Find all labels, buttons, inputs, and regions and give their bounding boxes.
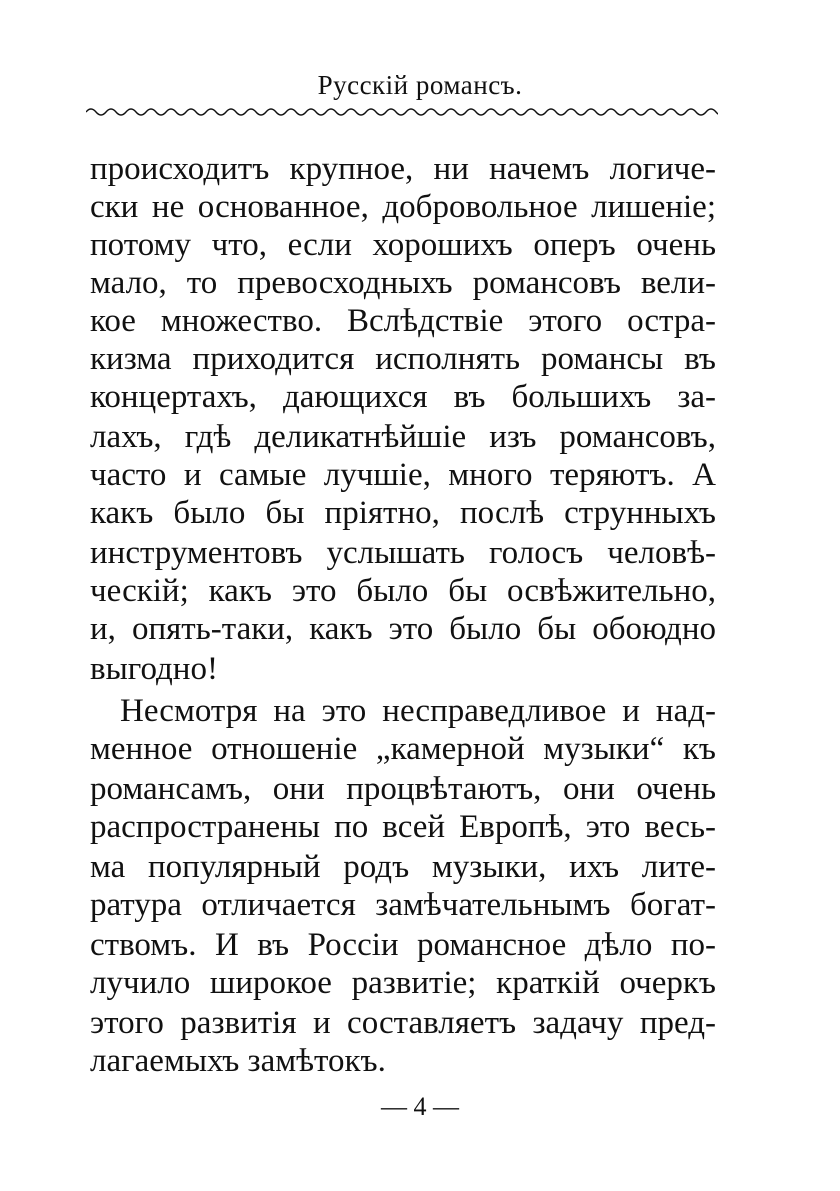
running-header: Русскій романсъ.	[317, 70, 523, 100]
text-line: и, опять-таки, какъ это было бы обоюдно	[90, 611, 716, 647]
text-line: выгодно!	[90, 651, 218, 687]
text-line: ратура отличается замѣчательнымъ богат-	[90, 887, 716, 923]
text-line: романсамъ, они процвѣтаютъ, они очень	[90, 771, 716, 807]
text-line: какъ было бы пріятно, послѣ струнныхъ	[90, 495, 716, 531]
text-line: часто и самые лучшіе, много теряютъ. А	[90, 457, 716, 493]
text-line: лахъ, гдѣ деликатнѣйшіе изъ романсовъ,	[90, 419, 716, 455]
text-line: мало, то превосходныхъ романсовъ вели-	[90, 265, 716, 301]
text-line: кизма приходится исполнять романсы въ	[90, 341, 716, 377]
text-line: потому что, если хорошихъ оперъ очень	[90, 227, 716, 263]
text-line: Несмотря на это несправедливое и над-	[120, 693, 716, 729]
text-line: происходитъ крупное, ни начемъ логиче-	[90, 151, 716, 187]
text-line: ческій; какъ это было бы освѣжительно,	[90, 573, 716, 609]
text-line: распространены по всей Европѣ, это весь-	[90, 809, 716, 845]
wavy-rule	[86, 104, 718, 120]
text-line: инструментовъ услышать голосъ человѣ-	[90, 535, 716, 571]
text-line: ски не основанное, добровольное лишеніе;	[90, 189, 716, 225]
text-line: этого развитія и составляетъ задачу пред-	[90, 1005, 716, 1041]
text-line: лучило широкое развитіе; краткій очеркъ	[90, 965, 716, 1001]
text-line: ма популярный родъ музыки, ихъ лите-	[90, 849, 716, 885]
page-number: — 4 —	[381, 1092, 459, 1121]
text-line: менное отношеніе „камерной музыки“ къ	[90, 731, 716, 767]
text-line: кое множество. Вслѣдствіе этого остра-	[90, 303, 716, 339]
text-line: концертахъ, дающихся въ большихъ за-	[90, 379, 716, 415]
text-line: лагаемыхъ замѣтокъ.	[90, 1043, 386, 1079]
text-line: ствомъ. И въ Россіи романсное дѣло по-	[90, 927, 716, 963]
